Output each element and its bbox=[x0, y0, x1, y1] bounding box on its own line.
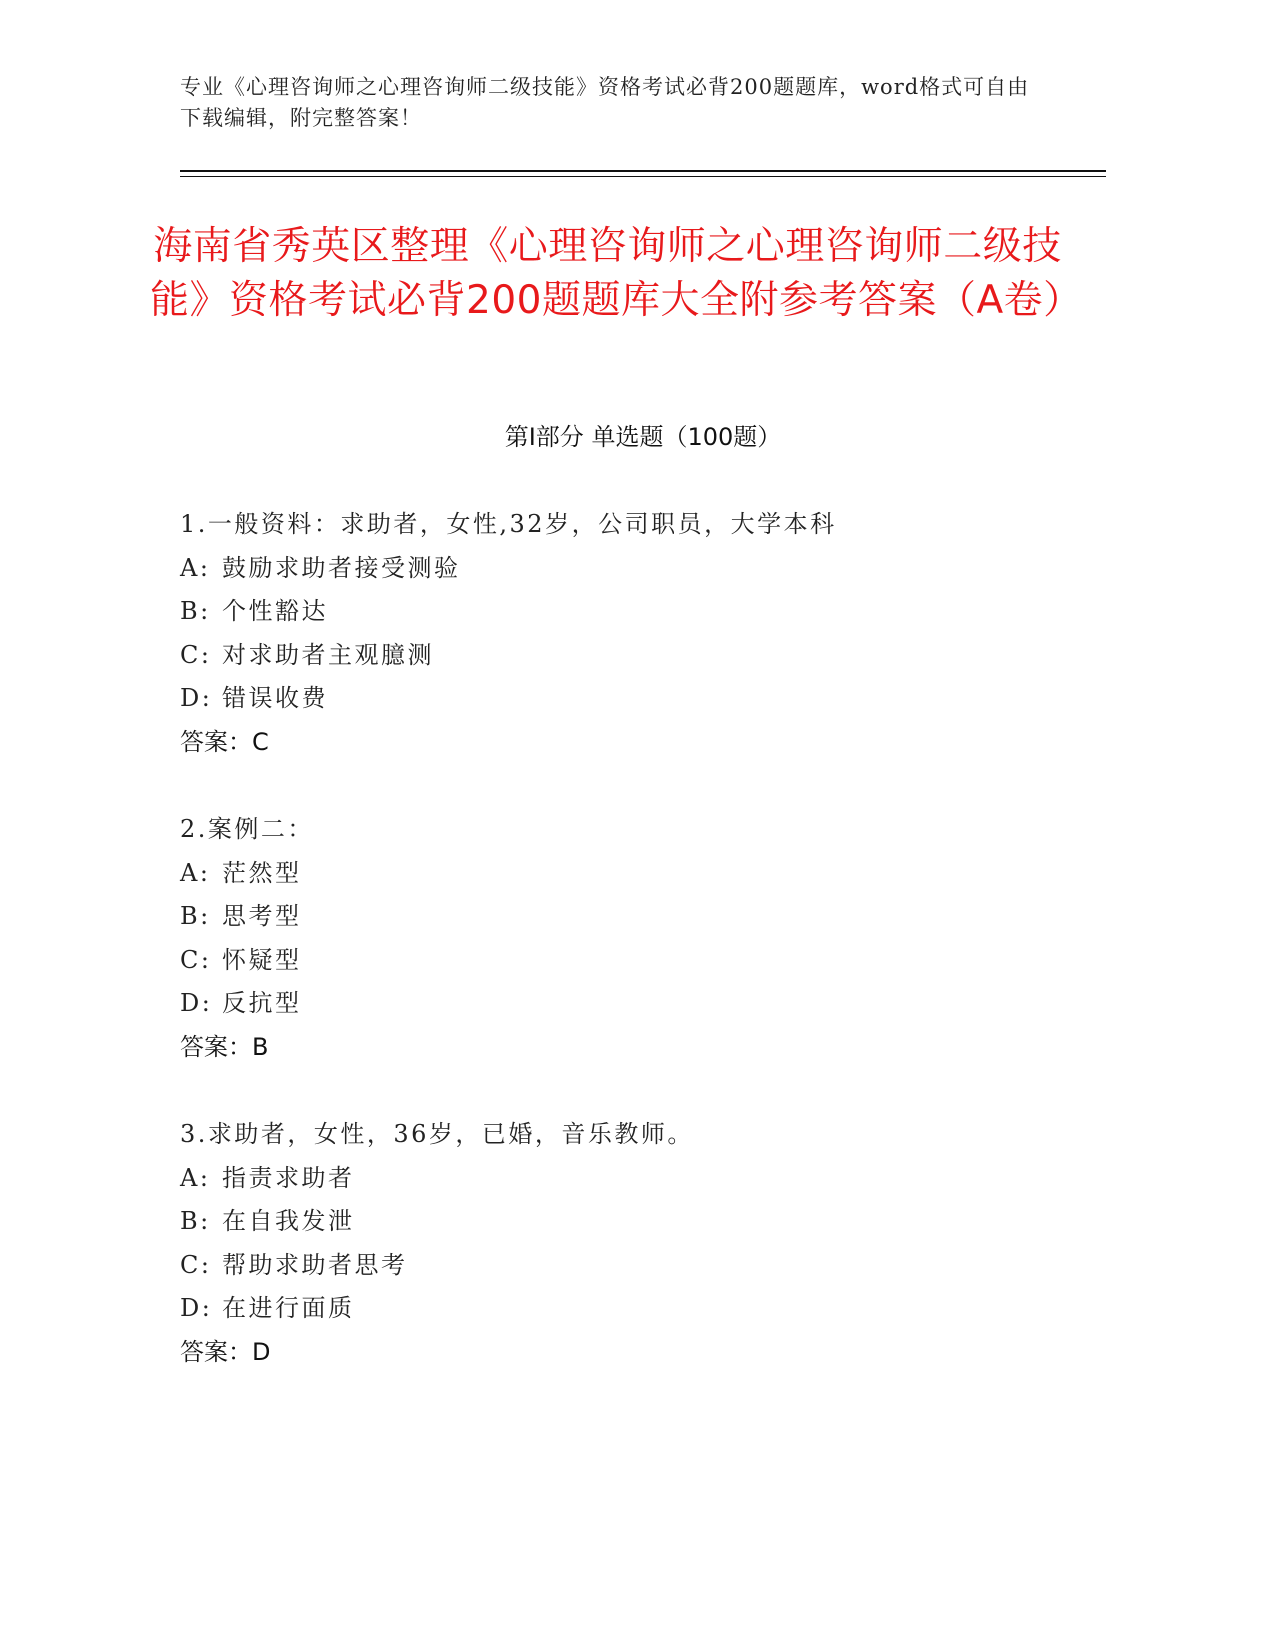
option-key: C: bbox=[180, 945, 212, 974]
option-b bbox=[180, 1200, 1080, 1244]
header-rule-thick bbox=[180, 170, 1106, 172]
document-title: 海南省秀英区整理《心理咨询师之心理咨询师二级技能》资格考试必背200题题库大全附参考答案（A卷） bbox=[150, 224, 1083, 323]
answer-line: 答案：D bbox=[180, 1337, 271, 1366]
answer-line: 答案：B bbox=[180, 1032, 269, 1061]
question-stem: 2.案例二： bbox=[180, 815, 314, 843]
option-text: 在自我发泄 bbox=[222, 1207, 355, 1235]
option-c bbox=[180, 1244, 1080, 1288]
option-key: D: bbox=[180, 1294, 213, 1322]
question-1 bbox=[180, 503, 1080, 764]
section-title: 第I部分 单选题（100题） bbox=[504, 423, 782, 451]
option-text: 鼓励求助者接受测验 bbox=[222, 553, 461, 582]
option-text: 指责求助者 bbox=[222, 1163, 355, 1192]
option-text: 反抗型 bbox=[222, 989, 302, 1017]
option-c bbox=[180, 939, 1080, 983]
option-text: 错误收费 bbox=[222, 684, 328, 712]
option-text: 思考型 bbox=[222, 902, 302, 930]
option-text: 在进行面质 bbox=[222, 1294, 355, 1322]
option-b bbox=[180, 590, 1080, 634]
header-rule-thin bbox=[180, 176, 1106, 177]
option-text: 个性豁达 bbox=[222, 597, 328, 625]
option-c bbox=[180, 634, 1080, 678]
option-d bbox=[180, 982, 1080, 1026]
option-key: B: bbox=[180, 902, 211, 930]
option-text: 对求助者主观臆测 bbox=[222, 640, 434, 669]
option-b bbox=[180, 895, 1080, 939]
option-d bbox=[180, 677, 1080, 721]
option-a bbox=[180, 1157, 1080, 1201]
option-key: A: bbox=[180, 1163, 211, 1192]
option-a bbox=[180, 547, 1080, 591]
answer-line: 答案：C bbox=[180, 727, 269, 756]
question-3 bbox=[180, 1113, 1080, 1374]
option-text: 怀疑型 bbox=[222, 945, 302, 974]
question-stem: 3.求助者，女性，36岁，已婚，音乐教师。 bbox=[180, 1120, 694, 1148]
option-key: D: bbox=[180, 989, 213, 1017]
option-key: A: bbox=[180, 858, 211, 887]
question-2 bbox=[180, 808, 1080, 1069]
header-note: 专业《心理咨询师之心理咨询师二级技能》资格考试必背200题题库，word格式可自由下载编辑，附完整答案！ bbox=[180, 75, 1030, 130]
option-key: D: bbox=[180, 684, 213, 712]
option-text: 茫然型 bbox=[222, 858, 302, 887]
option-a bbox=[180, 852, 1080, 896]
option-key: C: bbox=[180, 1250, 212, 1279]
option-key: A: bbox=[180, 553, 211, 582]
option-key: B: bbox=[180, 597, 211, 625]
option-text: 帮助求助者思考 bbox=[222, 1250, 408, 1279]
question-stem: 1.一般资料：求助者，女性,32岁，公司职员，大学本科 bbox=[180, 510, 837, 538]
option-d bbox=[180, 1287, 1080, 1331]
option-key: C: bbox=[180, 640, 212, 669]
option-key: B: bbox=[180, 1207, 211, 1235]
